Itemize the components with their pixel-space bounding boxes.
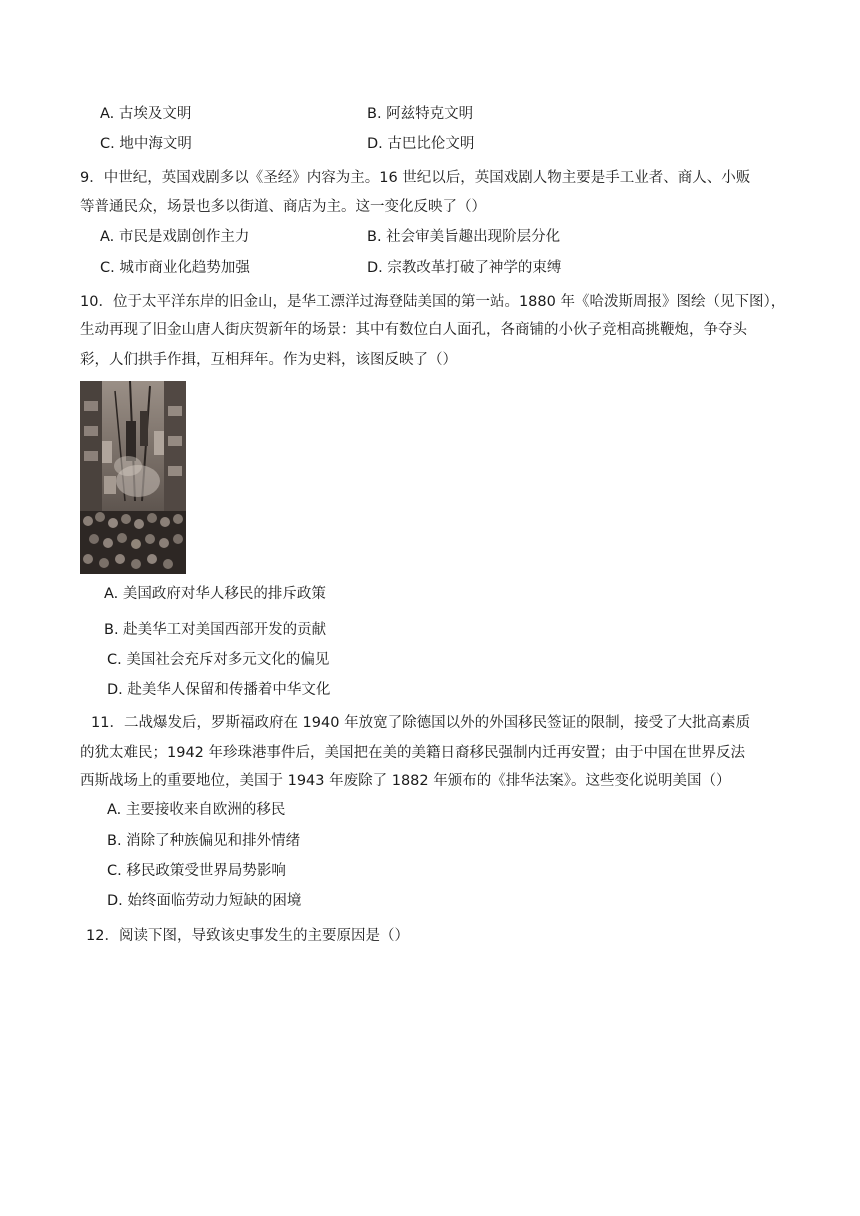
- q11-stem-line-2: 的犹太难民；1942 年珍珠港事件后，美国把在美的美籍日裔移民强制内迁再安置；由于中国在世界反法: [80, 745, 746, 761]
- q9-stem-line-1: 9．中世纪，英国戏剧多以《圣经》内容为主。16 世纪以后，英国戏剧人物主要是手工业者、商人、小贩: [80, 170, 751, 186]
- q8-option-a: A. 古埃及文明: [100, 106, 192, 122]
- q9-option-c: C. 城市商业化趋势加强: [100, 260, 250, 276]
- q11-option-a: A. 主要接收来自欧洲的移民: [107, 802, 286, 818]
- q8-option-b: B. 阿兹特克文明: [367, 106, 474, 122]
- q9-stem-line-2: 等普通民众，场景也多以街道、商店为主。这一变化反映了（）: [80, 199, 486, 215]
- q11-option-d: D. 始终面临劳动力短缺的困境: [107, 893, 302, 909]
- q10-stem-line-2: 生动再现了旧金山唐人街庆贺新年的场景：其中有数位白人面孔，各商铺的小伙子竞相高挑鞭炮，争夺头: [80, 322, 747, 338]
- q10-option-a: A. 美国政府对华人移民的排斥政策: [104, 586, 326, 602]
- q12-stem-line-1: 12．阅读下图，导致该史事发生的主要原因是（）: [86, 928, 409, 944]
- q8-option-d: D. 古巴比伦文明: [367, 136, 475, 152]
- q9-option-b: B. 社会审美旨趣出现阶层分化: [367, 229, 561, 245]
- q9-option-d: D. 宗教改革打破了神学的束缚: [367, 260, 562, 276]
- q10-option-d: D. 赴美华人保留和传播着中华文化: [107, 682, 331, 698]
- q10-option-b: B. 赴美华工对美国西部开发的贡献: [104, 622, 327, 638]
- q8-option-c: C. 地中海文明: [100, 136, 192, 152]
- q11-option-c: C. 移民政策受世界局势影响: [107, 863, 286, 879]
- q10-option-c: C. 美国社会充斥对多元文化的偏见: [107, 652, 330, 668]
- q10-stem-line-1: 10．位于太平洋东岸的旧金山，是华工漂洋过海登陆美国的第一站。1880 年《哈泼斯周报》图绘（见下图），: [80, 294, 786, 310]
- q11-option-b: B. 消除了种族偏见和排外情绪: [107, 833, 301, 849]
- q11-stem-line-1: 11．二战爆发后，罗斯福政府在 1940 年放宽了除德国以外的外国移民签证的限制，接受了大批高素质: [91, 715, 751, 731]
- q10-stem-line-3: 彩，人们拱手作揖，互相拜年。作为史料，该图反映了（）: [80, 352, 457, 368]
- chinatown-new-year-illustration: [80, 381, 186, 574]
- q11-stem-line-3: 西斯战场上的重要地位，美国于 1943 年废除了 1882 年颁布的《排华法案》。这些变化说明美国（）: [80, 773, 731, 789]
- q9-option-a: A. 市民是戏剧创作主力: [100, 229, 250, 245]
